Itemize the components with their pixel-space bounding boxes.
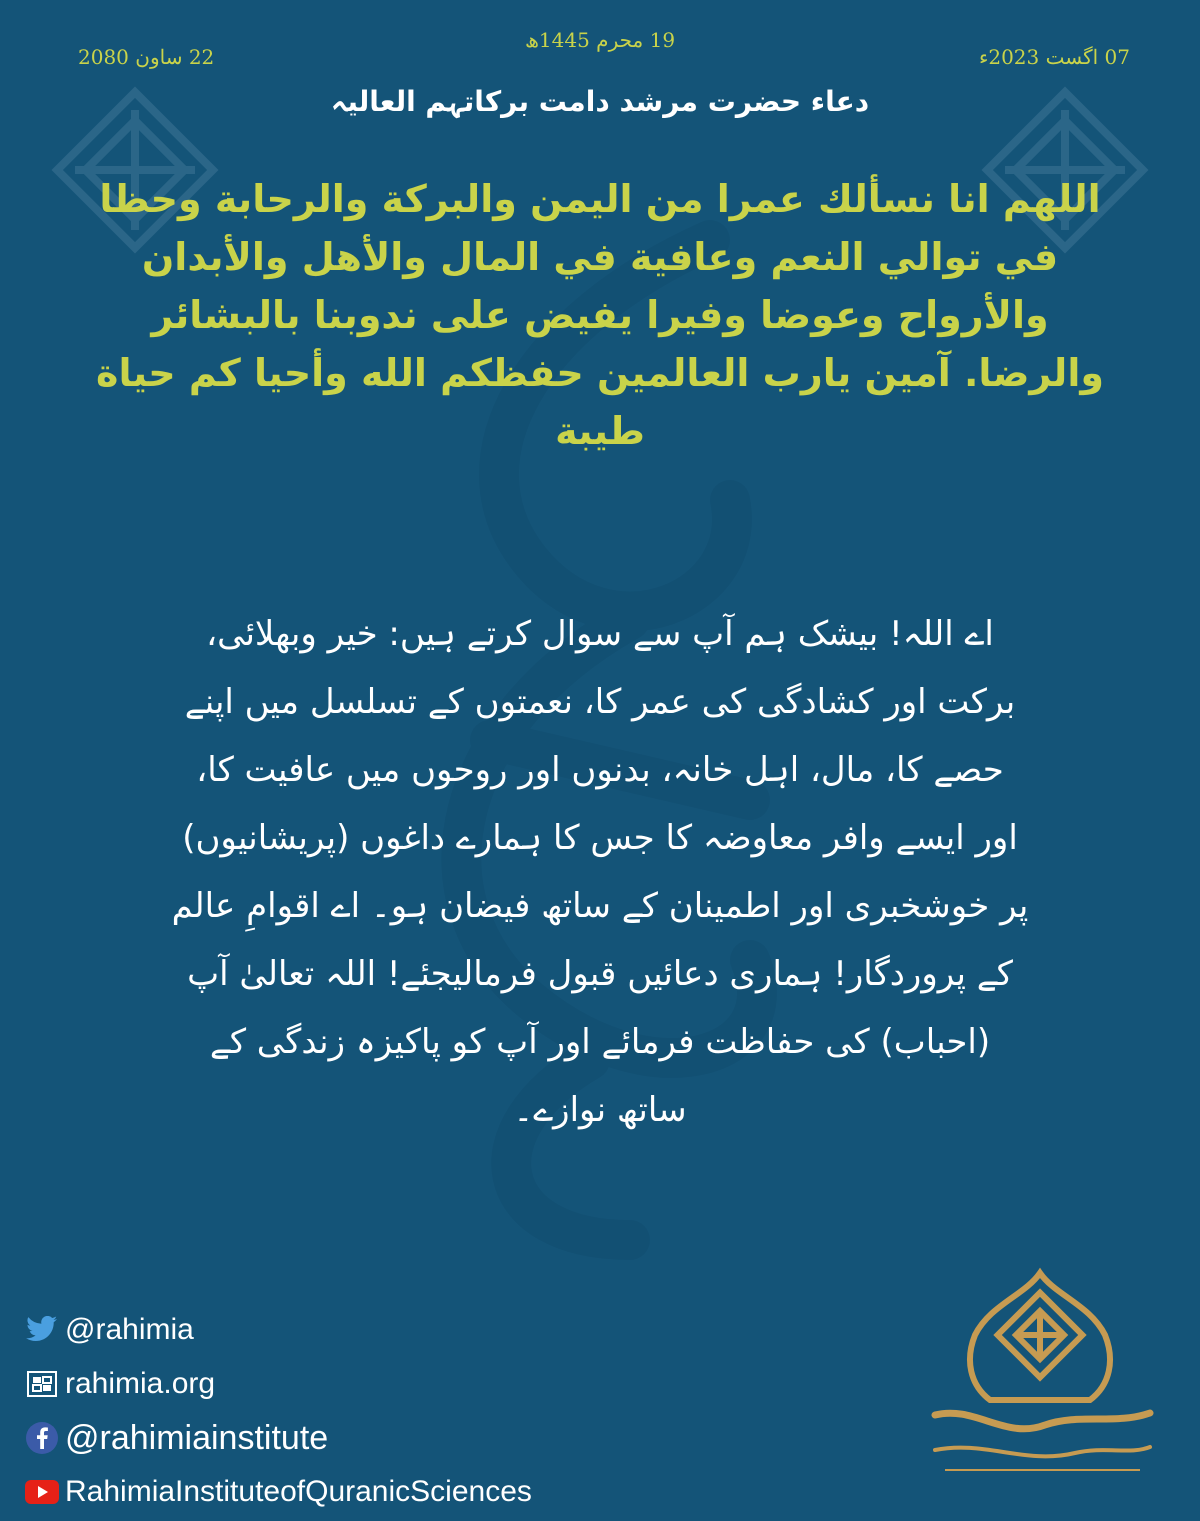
date-gregorian: 07 اگست 2023ء (978, 45, 1130, 69)
arabic-dua-text: اللهم انا نسألك عمرا من اليمن والبركة والرحابة وحظا في توالي النعم وعافية في المال والأهل والأبدان والأرواح وعوضا وفيرا يفيض على ندوبنا بالبشائر والرضا. آمين يارب العالمين حفظكم الله وأحيا كم حياة طيبة (96, 177, 1104, 453)
date-hindu-calendar: 22 ساون 2080 (78, 45, 215, 69)
social-website[interactable] (25, 1359, 532, 1409)
social-links (25, 1305, 532, 1521)
social-facebook[interactable] (25, 1413, 532, 1463)
facebook-icon (25, 1421, 59, 1455)
web-icon (25, 1367, 59, 1401)
social-label: @rahimia (65, 1313, 194, 1346)
date-hijri: 19 محرم 1445ھ (524, 28, 676, 52)
urdu-translation-text: اے اللہ! بیشک ہم آپ سے سوال کرتے ہیں: خیر وبھلائی، برکت اور کشادگی کی عمر کا، نعمتوں کے تسلسل میں اپنے حصے کا، مال، اہل خانہ، بدنوں اور روحوں میں عافیت کا، اور ایسے وافر معاوضہ کا جس کا ہمارے داغوں (پریشانیوں) پر خوشخبری اور اطمینان کے ساتھ فیضان ہو۔ اے اقوامِ عالم کے پروردگار! ہماری دعائیں قبول فرمالیجئے! اللہ تعالیٰ آپ (احباب) کی حفاظت فرمائے اور آپ کو پاکیزہ زندگی کے ساتھ نوازے۔ (171, 614, 1029, 1130)
page-title: دعاء حضرت مرشد دامت برکاتہم العالیہ (330, 85, 870, 118)
social-youtube[interactable] (25, 1467, 532, 1517)
youtube-icon (25, 1475, 59, 1509)
twitter-icon (25, 1313, 59, 1347)
social-label: RahimiaInstituteofQuranicSciences (65, 1475, 532, 1508)
social-label: @rahimiainstitute (65, 1418, 329, 1457)
rahimia-logo (915, 1265, 1165, 1490)
social-twitter[interactable] (25, 1305, 532, 1355)
social-label: rahimia.org (65, 1367, 216, 1400)
